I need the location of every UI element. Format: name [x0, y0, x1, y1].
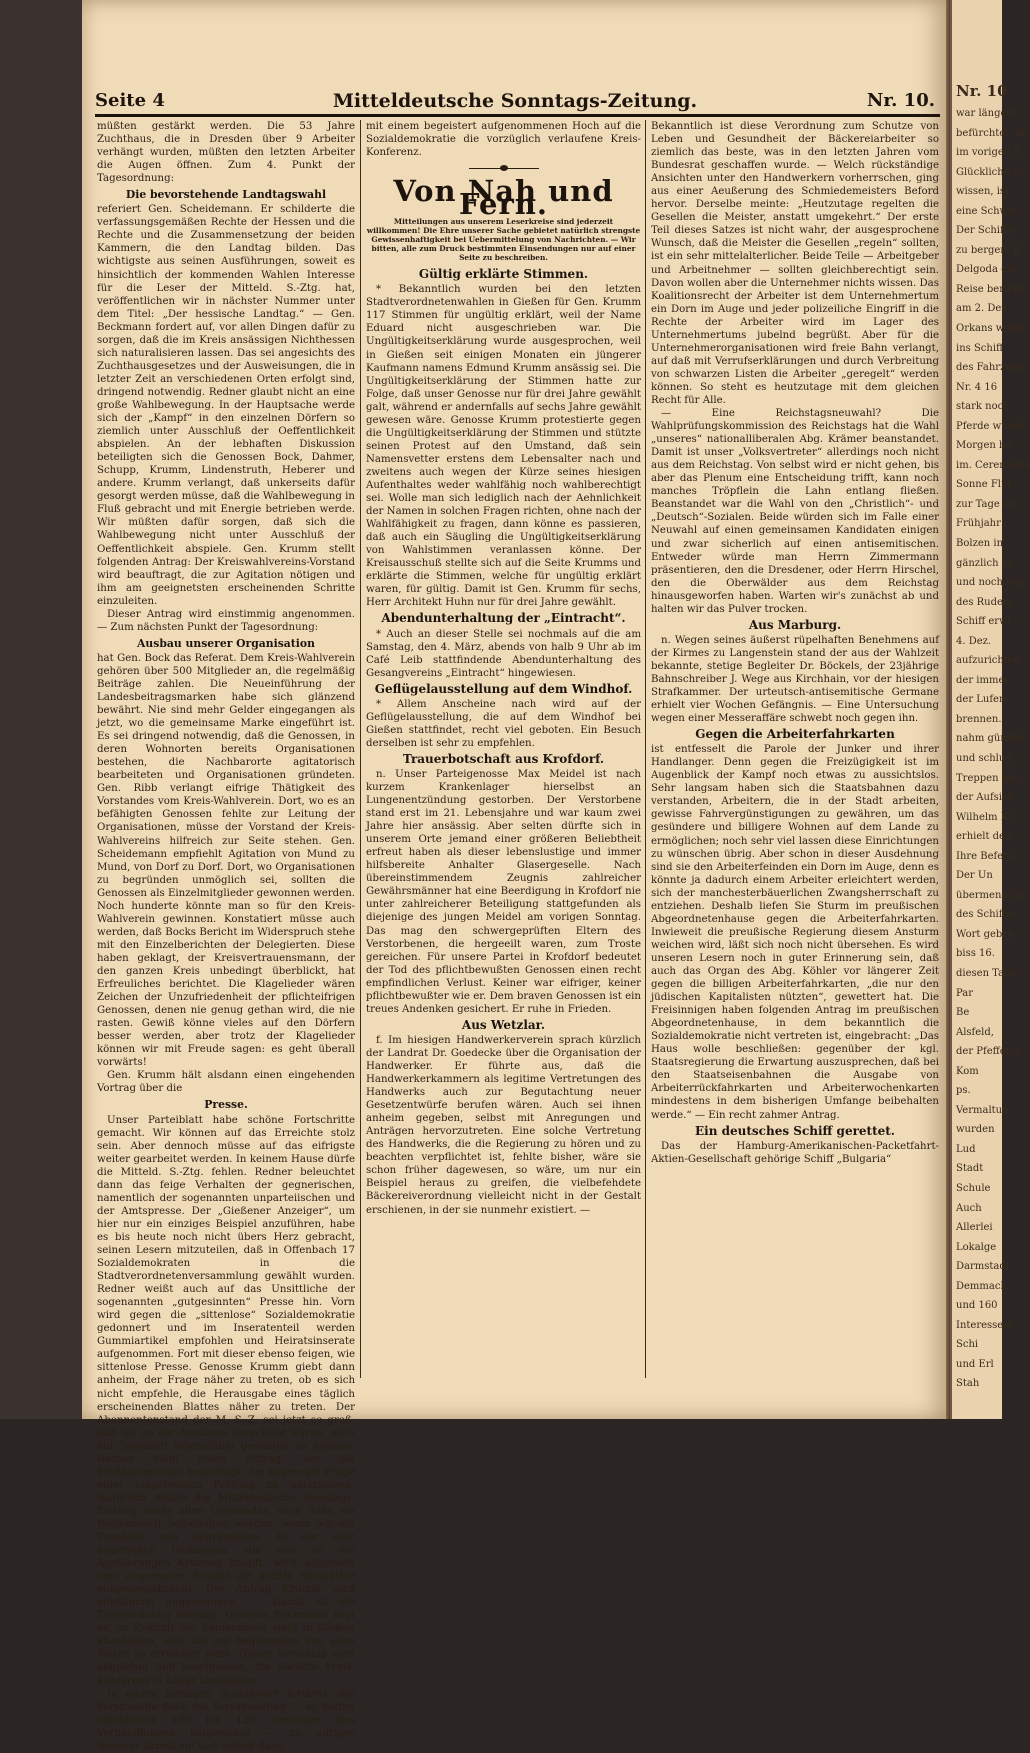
section-heading: Die bevorstehende Landtagswahl: [125, 188, 327, 202]
adjacent-page-line: Kom: [956, 1065, 979, 1077]
adjacent-page-line: und Erl: [956, 1358, 994, 1370]
adjacent-page-line: diesen Tage: [956, 968, 1017, 979]
paragraph: * Bekanntlich wurden bei den letzten Stadtverordnetenwahlen in Gießen für Gen. Krumm 117 Stimmen für ungültig erklärt, weil der Name Eduard nicht ausgeschrieben war. Die Ungültigkeitserklärung wurde ausgesprochen, weil in Gießen seit einigen Monaten ein jüngerer Kaufmann namens Edmund Krumm ansässig sei. Die Ungültigkeitserklärung der Stimmen hatte zur Folge, daß unser Genosse nur für drei Jahre gewählt galt, während er andernfalls auf sechs Jahre gewählt gewesen wäre. Genosse Krumm protestierte gegen die Ungültigkeitserklärung der Stimmen und stützte seinen Protest auf den Umstand, daß sein Namensvetter erstens dem Lebensalter nach und zweitens auch wegen der Kürze seines hiesigen Aufenthaltes weder wahlfähig noch wahlberechtigt sei. Wolle man sich lediglich nach der Aehnlichkeit der Namen in solchen Fragen richten, ohne nach der Wahlfähigkeit zu fragen, dann könne es passieren, daß auch ein Säugling die Ungültigkeitserklärung von Wahlstimmen veranlassen könne. Der Kreisausschuß stellte sich auf die Seite Krumms und erklärte die Stimmen, welche für ungültig erklärt waren, für gültig. Damit ist Gen. Krumm für sechs, Herr Architekt Huhn nur für drei Jahre gewählt.: [366, 284, 641, 609]
adjacent-page-line: Darmstadt: [956, 1261, 1010, 1273]
paragraph: Dieser Antrag wird einstimmig angenommen. — Zum nächsten Punkt der Tagesordnung:: [97, 608, 355, 633]
adjacent-page-line: Stah: [956, 1378, 980, 1390]
adjacent-page-line: Schiff erwi: [956, 616, 1011, 628]
adjacent-page-line: des Schiffes: [956, 909, 1017, 921]
adjacent-page-line: ins Schiff: [956, 342, 1004, 354]
adjacent-page-line: Wort gebra: [956, 928, 1014, 940]
adjacent-page-line: Pferde wurde: [956, 420, 1025, 432]
adjacent-page-line: des Ruders: [956, 596, 1013, 608]
article-heading: Abendunterhaltung der „Eintracht“.: [381, 611, 626, 626]
adjacent-page-line: Stadt: [956, 1163, 984, 1175]
page-number: Seite 4: [95, 90, 165, 111]
adjacent-page-line: eine Schwei: [956, 205, 1018, 217]
adjacent-page-line: der immer: [956, 674, 1010, 686]
column-3: [651, 120, 939, 1166]
adjacent-page-line: des Fahrzeug: [956, 362, 1025, 374]
adjacent-page: [950, 0, 1030, 1419]
article-heading: Geflügelausstellung auf dem Windhof.: [374, 681, 633, 696]
paragraph: Gen. Krumm hält alsdann einen eingehenden Vortrag über die: [97, 1070, 355, 1095]
adjacent-page-line: Orkans wurde: [956, 323, 1028, 334]
adjacent-page-line: Sonne Flut: [956, 479, 1012, 491]
paragraph: f. Im hiesigen Handwerkerverein sprach kürzlich der Landrat Dr. Goedecke über die Organisation der Handwerker. Er führte aus, daß die Handwerkerkammern als legitime Vertretungen des Handwerks auch zur Begutachtung neuer Gesetzentwürfe berufen wären. Auch sei ihnen anheim gegeben, selbst mit Anregungen und Anträgen hervorzutreten. Eine solche Vertretung des Handwerks, die die Regierung zu hören und zu beachten verpflichtet ist, fehlte bisher, wäre sie schon früher dagewesen, so wäre, um nur ein Beispiel heraus zu greifen, die vielbefehdete Bäckereiverordnung vielleicht nicht in der Gestalt erschienen, in der sie nunmehr existiert. —: [366, 1034, 641, 1216]
adjacent-page-line: Reise bericht: [956, 283, 1024, 295]
ornament-divider: [469, 165, 539, 171]
paragraph: ist entfesselt die Parole der Junker und ihrer Handlanger. Denn gegen die Freizügigkeit ist im Augenblick der Kampf noch etwas zu aussichtslos. Sehr langsam haben sich die Staatsbahnen dazu verstanden, Arbeitern, die in der Stadt arbeiten, gewisse Fahrvergünstigungen zu gewähren, um das gesündere und billigere Wohnen auf dem Lande zu ermöglichen; noch sehr viel lassen diese Einrichtungen zu wünschen übrig. Aber schon in dieser Ausdehnung sind sie den Arbeiterfeinden ein Dorn im Auge, denn es könnte ja dadurch einem Arbeiter erleichtert werden, sich der manchesterbäuerlichen Zwangsherrschaft zu entziehen. Deshalb liefen Sie Sturm im preußischen Abgeordnetenhause gegen die Arbeiterfahrkarten. Inwieweit die preußische Regierung diesem Ansturm weichen wird, läßt sich noch nicht übersehen. Es wird unseren Lesern noch in guter Erinnerung sein, daß auch das Organ des Abg. Köhler vor längerer Zeit gegen die billigen Arbeiterfahrkarten, „die nur den jüdischen Kapitalisten nützten“, gewettert hat. Die Freisinnigen haben folgenden Antrag im preußischen Abgeordnetenhause, in dem bekanntlich die Sozialdemokratie nicht vertreten ist, eingebracht: „Das Haus wolle beschließen: gegenüber der kgl. Staatsregierung die Erwartung auszusprechen, daß bei den Staatseisenbahnen die Ausgabe von Arbeiterrückfahrkarten und Arbeiterwochenkarten mindestens in dem bisherigen Umfange beibehalten werde.“ — Ein recht zahmer Antrag.: [651, 744, 939, 1121]
adjacent-page-line: biss 16.: [956, 948, 995, 960]
paragraph: n. Wegen seines äußerst rüpelhaften Benehmens auf der Kirmes zu Langenstein stand der aus der Wahlzeit bekannte, stetige Begleiter Dr. Böckels, der 23jährige Bahnschreiber J. Wege aus Kirchhain, vor der hiesigen Strafkammer. Der urteutsch-antisemitische Germane erhielt vier Wochen Gefängnis. — Eine Untersuchung wegen einer Messeraffäre schwebt noch gegen ihn.: [651, 634, 939, 725]
adjacent-page-line: Be: [956, 1007, 970, 1019]
adjacent-page-line: Treppen gin: [956, 772, 1018, 784]
adjacent-page-line: Allerlei: [956, 1222, 993, 1234]
column-2: [366, 120, 641, 1217]
adjacent-page-line: Der Un: [956, 870, 993, 882]
adjacent-page-line: zur Tage üb: [956, 498, 1016, 510]
adjacent-page-line: Lud: [956, 1143, 976, 1155]
adjacent-page-line: befürchtet, da: [956, 127, 1028, 139]
column-rule: [645, 120, 646, 1378]
article-heading: Trauerbotschaft aus Krofdorf.: [402, 751, 605, 766]
article-heading: Gültig erklärte Stimmen.: [418, 267, 589, 282]
paragraph: referiert Gen. Scheidemann. Er schilderte die verfassungsgemäßen Rechte der Hessen und die Rechte und die Zusammensetzung der beiden Kammern, die den Landtag bilden. Das wichtigste aus seinen Ausführungen, soweit es hinsichtlich der kommenden Wahlen Interesse für die Leser der Mitteld. S.-Ztg. hat, veröffentlichen wir in nächster Nummer unter dem Titel: „Der hessische Landtag.“ — Gen. Beckmann fordert auf, vor allen Dingen dafür zu sorgen, daß die im Kreis ansässigen Nichthessen sich naturalisieren lassen. Das sei angesichts des Zuchthausgesetzes und der Ausweisungen, die in letzter Zeit an verschiedenen Orten erfolgt sind, dringend notwendig. Redner glaubt nicht an eine große Wahlbewegung. In der Hauptsache werde sich der „Kampf“ in den einzelnen Dörfern so ziemlich unter Ausschluß der Oeffentlichkeit abspielen. An der lebhaften Diskussion beteiligten sich die Genossen Bock, Dahmer, Schupp, Krumm, Lindenstruth, Heberer und andere. Krumm verlangt, daß unkerseits dafür gesorgt werden müsse, daß die Wahlbewegung in Fluß gebracht und mit Energie betrieben werde. Wir müßten dafür sorgen, daß sich die Wahlbewegung nicht unter Ausschluß der Oeffentlichkeit abspiele. Gen. Krumm stellt folgenden Antrag: Der Kreiswahlvereins-Vorstand wird beauftragt, die zur Agitation nötigen und ihm am geeignetsten erscheinenden Schritte einzuleiten.: [97, 204, 355, 607]
adjacent-page-line: im vorigen S: [956, 147, 1021, 159]
paragraph: * Allem Anscheine nach wird auf der Geflügelausstellung, die auf dem Windhof bei Gießen stattfindet, recht viel geboten. Ein Besuch derselben ist sehr zu empfehlen.: [366, 698, 641, 749]
paragraph: Das der Hamburg-Amerikanischen-Packetfahrt-Aktien-Gesellschaft gehörige Schiff „Bulgaria“: [651, 1140, 939, 1165]
article-heading: Aus Marburg.: [748, 617, 842, 632]
adjacent-page-line: Vermaltun: [956, 1104, 1009, 1116]
page-header: [95, 90, 935, 116]
paragraph: Bekanntlich ist diese Verordnung zum Schutze von Leben und Gesundheit der Bäckereiarbeiter so ziemlich das beste, was in den letzten Jahren vom Bundesrat geschaffen wurde. — Welch rückständige Ansichten unter den Handwerkern vorherrschen, ging aus einer Aeußerung des Schmiedemeisters Beford hervor. Derselbe meinte: „Heutzutage regelten die Gesellen die Meister, anstatt umgekehrt.“ Der erste Teil dieses Satzes ist nicht wahr, der ausgesprochene Wunsch, daß die Meister die Gesellen „regeln“ sollten, ist ein sehr mittelalterlicher. Beide Teile — Arbeitgeber und Arbeitnehmer — sollten gleichberechtigt sein. Davon wollen aber die Unternehmer nichts wissen. Das Koalitionsrecht der Arbeiter ist dem Unternehmertum ein Dorn im Auge und jeder polizeiliche Eingriff in die Rechte der Arbeiter wird im Lager des Unternehmertums jubelnd begrüßt. Aber für die Unternehmerorganisationen wird freie Bahn verlangt, auf daß mit Verrufserklärungen und durch Verbreitung von schwarzen Listen die Arbeiter „geregelt“ werden können. So steht es heutzutage mit dem gleichen Recht für Alle.: [651, 121, 939, 406]
adjacent-page-line: und nochdem: [956, 577, 1025, 589]
adjacent-page-line: war längere: [956, 108, 1018, 119]
adjacent-page-line: Par: [956, 987, 974, 999]
paragraph: müßten gestärkt werden. Die 53 Jahre Zuchthaus, die in Dresden über 9 Arbeiter verhängt wurden, müßten den letzten Arbeiter die Augen öffnen. Zum 4. Punkt der Tagesordnung:: [97, 121, 355, 185]
adjacent-page-line: Ihre Befehl: [956, 850, 1013, 862]
adjacent-page-line: brennen.: [956, 713, 1002, 725]
book-binding-left: [0, 0, 82, 1419]
adjacent-page-line: erhielt den: [956, 831, 1012, 843]
adjacent-page-line: wurden: [956, 1124, 995, 1136]
adjacent-page-line: Demmach: [956, 1280, 1007, 1292]
adjacent-page-line: 4. Dez.: [956, 635, 992, 647]
paragraph: hat Gen. Bock das Referat. Dem Kreis-Wahlverein gehören über 500 Mitglieder an, die regelmäßig Beiträge zahlen. Die Neueinführung der Landesbeitragsmarken habe sich glänzend bewährt. Nie sind mehr Gelder eingegangen als jetzt, wo die gemeinsame Marke eingeführt ist. Es sei dringend notwendig, daß die Genossen, in deren Wohnorten bereits Organisationen bestehen, die Nachbarorte agitatorisch bearbeiteten und Organisationen gründeten. Gen. Ribb verlangt eifrige Thätigkeit des Vorstandes vom Kreis-Wahlverein. Dort, wo es an befähigten Genossen fehlte zur Leitung der Organisationen, müsse der Vorstand der Kreis-Wahlvereins hilfreich zur Seite stehen. Gen. Scheidemann empfiehlt Agitation von Mund zu Mund, von Dorf zu Dorf. Dort, wo Organisationen zu begründen unmöglich sei, sollten die Genossen als Einzelmitglieder gewonnen werden. Noch hunderte könnte man so für den Kreis-Wahlverein gewinnen. Konstatiert müsse auch werden, daß Bocks Bericht im Widerspruch stehe mit den Einzelberichten der Delegierten. Diese haben geklagt, der Kreisvertrauensmann, der den ganzen Kreis unbedingt überblickt, hat Erfreuliches berichtet. Die Klagelieder wären Zeichen der Unzufriedenheit der pflichteifrigen Genossen, denen nie genug gethan wird, die nie rasten. Gewiß könne vieles auf den Dörfern besser werden, aber trotz der Klagelieder können wir mit Freude sagen: es geht überall vorwärts!: [97, 652, 355, 1069]
adjacent-page-line: Morgen be: [956, 440, 1012, 452]
adjacent-page-line: Auch: [956, 1202, 982, 1214]
adjacent-page-line: Interessent: [956, 1319, 1014, 1331]
article-heading: Ein deutsches Schiff gerettet.: [695, 1123, 895, 1138]
adjacent-page-line: Schi: [956, 1339, 979, 1351]
adjacent-page-line: Der Schiffer: [956, 225, 1018, 237]
adjacent-page-line: im. Ceremonie: [956, 459, 1030, 471]
adjacent-page-line: aufzurichten: [956, 655, 1021, 667]
article-heading: Aus Wetzlar.: [461, 1017, 546, 1032]
header-rule: [95, 114, 940, 117]
issue-number: Nr. 10.: [866, 90, 935, 111]
adjacent-page-line: der Lufen: [956, 694, 1006, 706]
adjacent-page-line: Wilhelm Kr: [956, 811, 1013, 823]
paragraph: — Eine Reichstagsneuwahl? Die Wahlprüfungskommission des Reichstags hat die Wahl „unseres“ nationalliberalen Abg. Krämer beanstandet. Damit ist unser „Volksvertreter“ allerdings noch nicht aus dem Reichstag. Von selbst wird er nicht gehen, bis aber das Plenum eine Entscheidung trifft, kann noch manches Tröpflein die Lahn entlang fließen. Beanstandet war die Wahl von den „Christlich“- und „Deutsch“-Sozialen. Beide würden sich im Falle einer Neuwahl auf einen gemeinsamen Kandidaten einigen und zwar sicherlich auf einen antisemitischen. Entweder würde man Herrn Zimmermann präsentieren, den die Dresdener, oder Herrn Hirschel, den die Oberwälder aus dem Reichstag hinausgeworfen haben. Warten wir's zunächst ab und halten wir das Pulver trocken.: [651, 408, 939, 615]
adjacent-page-line: zu bergen. B: [956, 244, 1021, 256]
adjacent-page-line: Frühjahr: [956, 518, 1001, 530]
section-heading: Ausbau unserer Organisation: [137, 636, 315, 650]
adjacent-page-line: Glückliche ist: [956, 166, 1026, 178]
adjacent-page-line: wissen, ist: [956, 186, 1010, 198]
adjacent-page-line: Delgoda ein: [956, 264, 1017, 276]
adjacent-page-line: Bolzen in: [956, 538, 1004, 549]
newspaper-title: Mitteldeutsche Sonntags-Zeitung.: [332, 90, 698, 112]
paragraph: In einem kernigen Schlußwort forderte der Vorsitzende Bock die Versammelten — es hatten mindestens 100 bis 120 Genossen den Verhandlungen beigewohnt — zu eifriger fernerer Arbeit auf und schloß dann: [97, 1688, 355, 1752]
adjacent-page-header: Nr. 10: [956, 82, 1008, 100]
adjacent-page-line: am 2. Dez.: [956, 303, 1010, 315]
adjacent-page-line: Lokalge: [956, 1241, 997, 1253]
adjacent-page-line: gänzlich er: [956, 557, 1013, 569]
column-rule: [360, 120, 361, 1378]
paragraph: * Auch an dieser Stelle sei nochmals auf die am Samstag, den 4. März, abends von halb 9 Uhr ab im Café Leib stattfindende Abendunterhaltung des Gesangvereins „Eintracht“ hingewiesen.: [366, 628, 641, 679]
adjacent-page-line: und 160: [956, 1300, 998, 1312]
column-1: [97, 120, 355, 1753]
paragraph: mit einem begeistert aufgenommenen Hoch auf die Sozialdemokratie die vorzüglich verlaufene Kreis-Konferenz.: [366, 121, 641, 159]
article-heading: Gegen die Arbeiterfahrkarten: [695, 727, 895, 742]
paragraph: n. Unser Parteigenosse Max Meidel ist nach kurzem Krankenlager hierselbst an Lungenentzündung gestorben. Der Verstorbene stand erst im 21. Lebensjahre und war kaum zwei Jahre hier ansässig. Aber selten dürfte sich in unserem Orte jemand einer größeren Beliebtheit erfreut haben als dieser lebenslustige und immer hilfsbereite Anhalter Glasergeselle. Nach übereinstimmendem Zeugnis zahlreicher Gewährsmänner hat eine Beerdigung in Krofdorf nie unter zahlreicherer Beteiligung stattgefunden als diejenige des jungen Meidel am vorigen Sonntag. Das mag den schwergeprüften Eltern des Verstorbenen, die hergeeilt waren, zum Troste gereichen. Für unsere Partei in Krofdorf bedeutet der Tod des pflichtbewußten Genossen einen recht empfindlichen Verlust. Keiner war eifriger, keiner pflichtbewußter wie er. Dem braven Genossen ist ein treues Andenken gesichert. Er ruhe in Frieden.: [366, 768, 641, 1015]
adjacent-page-line: stark noch: [956, 401, 1010, 413]
adjacent-page-line: übermenschl: [956, 889, 1022, 901]
adjacent-page-line: und schlug: [956, 753, 1012, 764]
adjacent-page-line: Alsfeld,: [956, 1026, 994, 1038]
adjacent-page-line: der Aufsich: [956, 792, 1015, 804]
editorial-note: Mitteilungen aus unserem Leserkreise sind jederzeit willkommen! Die Ehre unserer Sache gebietet natürlich strengste Gewissenhaftigkeit bei Uebermittelung von Nachrichten. — Wir bitten, alle zum Druck bestimmten Einsendungen nur auf einer Seite zu beschreiben.: [366, 217, 641, 263]
adjacent-page-line: der Pfeffersh: [956, 1046, 1023, 1058]
adjacent-page-line: nahm günstig: [956, 733, 1026, 745]
paragraph: Unser Parteiblatt habe schöne Fortschritte gemacht. Wir können auf das Erreichte stolz sein. Aber dennoch müsse auf das eifrigste weiter gearbeitet werden. In keinem Hause dürfe die Mitteld. S.-Ztg. fehlen. Redner beleuchtet dann das feige Verhalten der gegnerischen, namentlich der sogenannten unparteiischen und der Amtspresse. Der „Gießener Anzeiger“, um hier nur ein einziges Beispiel anzuführen, habe es bis heute noch nicht übers Herz gebracht, seinen Lesern mitzuteilen, daß in Offenbach 17 Sozialdemokraten in die Stadtverordnetenversammlung gewählt wurden. Redner weißt auch auf das Unsittliche der sogenannten „gutgesinnten“ Presse hin. Vorn wird gegen die „sittenlose“ Sozialdemokratie gedonnert und im Inseratenteil werden Gummiartikel empfohlen und Heiratsinserate aufgenommen. Fort mit dieser ebenso feigen, wie sittenlose Presse. Genosse Krumm giebt dann anheim, der Frage näher zu treten, ob es sich nicht empfehle, die Herausgabe eines täglich erscheinenden Blattes näher zu treten. Der Abonnentenstand der M. S.-Z. sei jetzt so groß, daß wir zu der Annahme berechtigt wären, auch ein Tageblatt lebensfähig gestalten zu können. Redner stellt einen Antrag, der die Preßkommission beauftragt, die angeregte Frage einer eingehenden Prüfung zu unterziehen. Natürlich müßte die Mitteldeutsche Sonntags-Zeitung unter allen Umständen auch dann als Wochenblatt beibehalten werden, wenn wir ein Tageblatt neu begründeten. In der sehr angeregten Diskussion, die sich an die Ausführungen Krumms knüpft, wird allgemein dem angeregten Projekt die größte Sympathie entgegengebracht. Der Antrag Krumm wird einstimmig angenommen. — Damit ist die Tagesordnung erledigt. Genosse Beckmann regt an, in Zukunft die Konferenzen stets in Gießen abzuhalten, weil das am bequemsten von allen Seiten zu erreichen wäre. Dieser Vorschlag wird abgelehnt und beschlossen, die nächste Kreis-Konferenz in Lollar abzuhalten.: [97, 1114, 355, 1687]
adjacent-page-line: Nr. 4 16: [956, 381, 998, 393]
adjacent-page-line: ps.: [956, 1085, 971, 1097]
adjacent-page-line: Schule: [956, 1183, 991, 1194]
section-title: Von Nah und Fern.: [393, 174, 614, 222]
section-heading: Presse.: [204, 1098, 248, 1112]
